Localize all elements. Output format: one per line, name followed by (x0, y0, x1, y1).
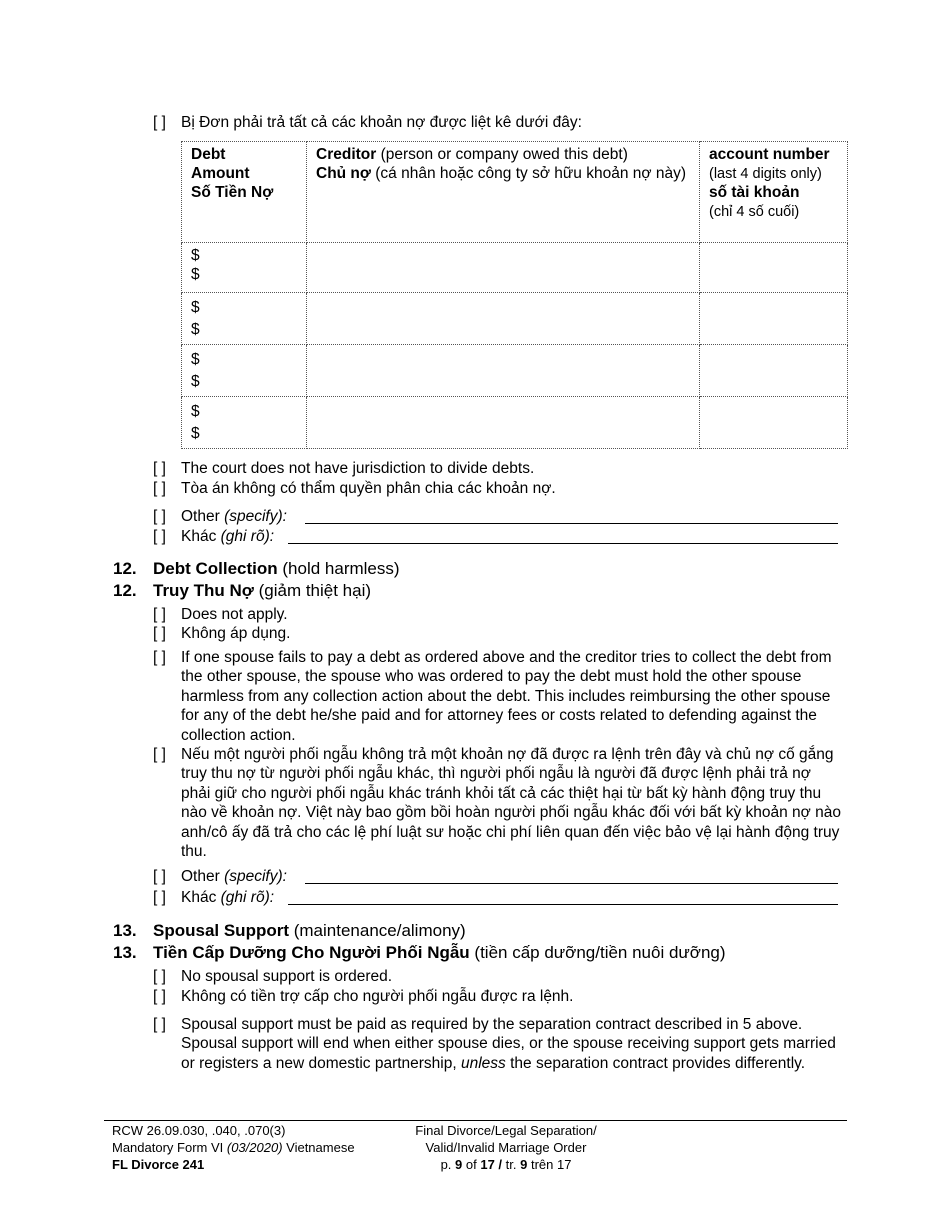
checkbox-other-vi[interactable]: [ ] (153, 528, 166, 545)
section-13-title-en: Spousal Support (maintenance/alimony) (153, 921, 466, 940)
section-12-number: 12. (113, 559, 137, 578)
debts-intro-line (153, 113, 582, 132)
debt-table (181, 141, 848, 449)
other-ghi-ro-field[interactable] (288, 543, 838, 544)
section-13-title-vi: Tiền Cấp Dưỡng Cho Người Phối Ngẫu (tiền cấp dưỡng/tiền nuôi dưỡng) (153, 943, 726, 962)
col-account-number: account number (last 4 digits only) số tài khoản (chỉ 4 số cuối) (700, 142, 848, 243)
table-row (182, 293, 848, 345)
creditor-cell[interactable] (307, 397, 700, 449)
s12-other-vi-line: [ ] Khác (ghi rõ): (153, 889, 275, 906)
footer-rule (104, 1120, 847, 1121)
checkbox-s12-other[interactable]: [ ] (153, 868, 166, 885)
creditor-cell[interactable] (307, 345, 700, 397)
section-12-number-vi: 12. (113, 581, 137, 600)
other-ghi-ro-line: [ ] Khác (ghi rõ): (153, 528, 275, 545)
debt-amount-cell[interactable]: $ $ (182, 397, 307, 449)
section-13-number: 13. (113, 921, 137, 940)
debt-amount-cell[interactable]: $ $ (182, 345, 307, 397)
debt-amount-cell[interactable]: $ $ (182, 293, 307, 345)
creditor-cell[interactable] (307, 293, 700, 345)
checkbox-no-jurisdiction[interactable]: [ ] (153, 460, 166, 477)
s12-hold-harmless-vi: Nếu một người phối ngẫu không trả một khoản nợ đã được ra lệnh trên đây và chủ nợ cố gắng truy thu nợ từ người phối ngẫu khác, thì người phối ngẫu là người đã được lệnh phải trả nợ phải giữ cho người phối ngẫu khác tránh khỏi tất cả các thiệt hại từ bất kỳ hành động truy thu nào về khoản nợ. Việt này bao gồm bồi hoàn người phối ngẫu khác đối với bất kỳ khoản nợ nào anh/cô ấy đã trả cho các lệ phí luật sư hoặc chi phí liên quan đến việc bảo vệ lại hành động truy thu. (181, 746, 841, 861)
checkbox-s12-other-vi[interactable]: [ ] (153, 889, 166, 906)
section-12-title-en: Debt Collection (hold harmless) (153, 559, 400, 578)
s12-other-field[interactable] (305, 883, 838, 884)
debt-amount-cell[interactable]: $ $ (182, 243, 307, 293)
s13-none-en: [ ] No spousal support is ordered. (153, 968, 393, 985)
checkbox-s12-hold-harmless-vi[interactable]: [ ] (153, 746, 166, 763)
checkbox-s13-none[interactable]: [ ] (153, 968, 166, 985)
s12-other-vi-field[interactable] (288, 904, 838, 905)
debt-table-header (182, 142, 848, 243)
checkbox-s12-hold-harmless[interactable]: [ ] (153, 649, 166, 666)
account-cell[interactable] (700, 293, 848, 345)
s12-other-line: [ ] Other (specify): (153, 868, 287, 885)
s12-na-vi: [ ] Không áp dụng. (153, 625, 291, 642)
s12-hold-harmless-en: If one spouse fails to pay a debt as ordered above and the creditor tries to collect the debt from the other spouse, the spouse who was ordered to pay the debt must hold the other spouse harmless from any collection action about the debt. This includes reimbursing the other spouse for any of the debt he/she paid and for attorney fees or costs related to defending against the collection action. (181, 649, 832, 744)
page-number: p. 9 of 17 / tr. 9 trên 17 (440, 1157, 572, 1172)
account-cell[interactable] (700, 243, 848, 293)
checkbox-s12-na-vi[interactable]: [ ] (153, 625, 166, 642)
account-cell[interactable] (700, 397, 848, 449)
s13-contract-text: Spousal support must be paid as required by the separation contract described in 5 above. Spousal support will end when either spouse dies, or the spouse receiving support gets married or registers a new domestic partnership, unless the separation contract provides differently. (181, 1016, 836, 1072)
footer-left: RCW 26.09.030, .040, .070(3) Mandatory Form VI (03/2020) Vietnamese FL Divorce 241 (112, 1123, 355, 1172)
checkbox-debts-intro[interactable]: [ ] (153, 114, 166, 131)
checkbox-no-jurisdiction-vi[interactable]: [ ] (153, 480, 166, 497)
table-row (182, 345, 848, 397)
other-specify-field[interactable] (305, 523, 838, 524)
col-debt-amount: Debt Amount Số Tiền Nợ (182, 142, 307, 243)
s12-na-en: [ ] Does not apply. (153, 606, 288, 623)
checkbox-other[interactable]: [ ] (153, 508, 166, 525)
checkbox-s13-contract[interactable]: [ ] (153, 1016, 166, 1033)
table-row (182, 397, 848, 449)
debts-intro-text: Bị Đơn phải trả tất cả các khoản nợ được liệt kê dưới đây: (181, 114, 582, 131)
footer-center: Final Divorce/Legal Separation/ Valid/Invalid Marriage Order p. 9 of 17 / tr. 9 trên 17 (392, 1122, 620, 1173)
s13-none-vi: [ ] Không có tiền trợ cấp cho người phối ngẫu được ra lệnh. (153, 988, 574, 1005)
other-specify-line: [ ] Other (specify): (153, 508, 287, 525)
col-creditor: Creditor (person or company owed this debt) Chủ nợ (cá nhân hoặc công ty sở hữu khoản nợ này) (307, 142, 700, 243)
checkbox-s12-na[interactable]: [ ] (153, 606, 166, 623)
section-12-title-vi: Truy Thu Nợ (giảm thiệt hại) (153, 581, 372, 600)
no-jurisdiction-en: [ ] The court does not have jurisdiction to divide debts. (153, 460, 535, 477)
table-row (182, 243, 848, 293)
no-jurisdiction-vi: [ ] Tòa án không có thẩm quyền phân chia các khoản nợ. (153, 480, 556, 497)
creditor-cell[interactable] (307, 243, 700, 293)
account-cell[interactable] (700, 345, 848, 397)
checkbox-s13-none-vi[interactable]: [ ] (153, 988, 166, 1005)
section-13-number-vi: 13. (113, 943, 137, 962)
